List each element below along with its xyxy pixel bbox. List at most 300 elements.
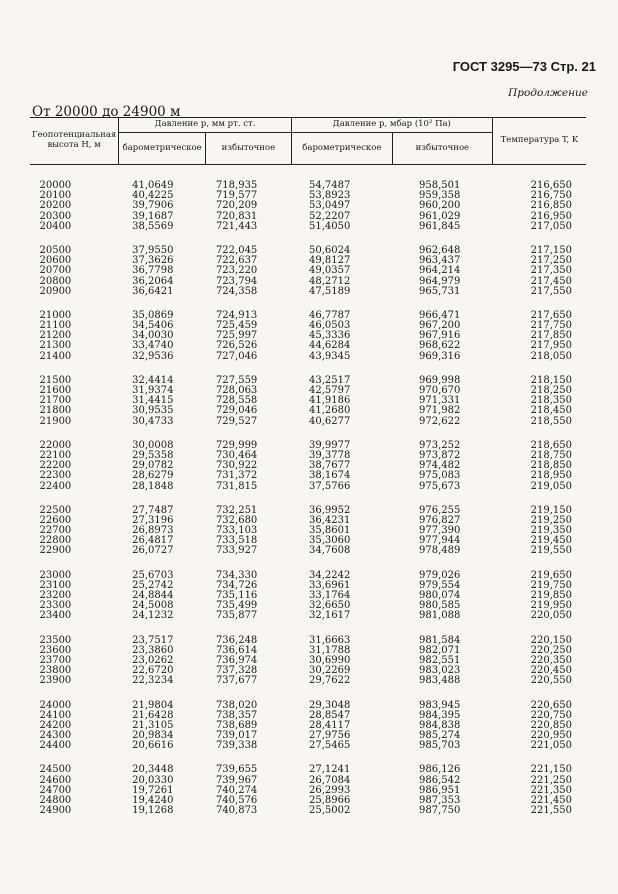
table-value: 39,7906: [132, 200, 174, 212]
table-value: 32,9536: [132, 350, 174, 362]
table-value: 219,950: [530, 600, 572, 612]
table-row-group: [30, 687, 586, 752]
table-value: 43,9345: [309, 350, 351, 362]
table-value: 28,1848: [132, 480, 174, 492]
table-value: 733,103: [215, 525, 258, 537]
mbar-excess-cell: [392, 492, 492, 557]
mmhg-baro-cell: [119, 165, 206, 232]
table-value: 219,050: [530, 480, 572, 492]
table-value: 735,499: [215, 600, 258, 612]
table-value: 734,726: [215, 579, 258, 591]
table-value: 723,220: [215, 265, 258, 277]
table-value: 35,0869: [132, 309, 174, 321]
table-value: 27,5465: [309, 740, 351, 752]
mmhg-baro-cell: [119, 232, 206, 297]
table-row-group: [30, 427, 586, 492]
table-value: 735,116: [215, 590, 258, 601]
table-row-group: [30, 751, 586, 816]
table-value: 21100: [39, 320, 72, 332]
table-value: 31,6663: [309, 634, 351, 646]
table-value: 216,750: [530, 190, 572, 202]
table-value: 216,650: [530, 180, 572, 191]
table-value: 219,850: [530, 590, 572, 601]
temperature-cell: [492, 492, 586, 557]
table-value: 218,350: [530, 395, 572, 407]
table-value: 25,6703: [132, 569, 174, 581]
table-value: 740,873: [215, 805, 258, 817]
table-value: 22,3234: [132, 675, 174, 687]
table-value: 25,5002: [309, 805, 351, 817]
table-value: 739,338: [215, 740, 258, 752]
temperature-cell: [492, 165, 586, 232]
table-value: 21500: [39, 374, 72, 386]
temperature-cell: [492, 232, 586, 297]
table-value: 961,845: [419, 220, 461, 232]
table-value: 41,9186: [309, 395, 351, 407]
table-value: 218,150: [530, 374, 572, 386]
col-mmhg-baro: барометрическое: [119, 133, 206, 165]
table-value: 21,3105: [132, 719, 174, 731]
table-value: 219,250: [530, 514, 572, 526]
table-value: 967,916: [419, 330, 461, 342]
table-value: 219,150: [530, 504, 572, 516]
table-value: 28,4117: [309, 719, 351, 731]
table-value: 221,450: [530, 795, 572, 806]
mbar-excess-cell: [392, 297, 492, 362]
table-value: 33,4740: [132, 340, 174, 352]
table-value: 24300: [39, 730, 72, 742]
mbar-baro-cell: [291, 297, 392, 362]
table-value: 725,459: [215, 320, 258, 332]
altitude-cell: [30, 232, 119, 297]
table-value: 971,331: [419, 395, 461, 407]
temperature-cell: [492, 622, 586, 687]
table-value: 39,9977: [309, 439, 351, 451]
table-value: 21600: [39, 385, 72, 396]
table-value: 20300: [39, 210, 72, 222]
col-temperature: Температура T, K: [492, 118, 586, 165]
mbar-excess-cell: [392, 427, 492, 492]
table-value: 27,7487: [132, 504, 174, 516]
table-value: 981,088: [419, 610, 461, 622]
table-value: 216,850: [530, 200, 572, 212]
table-value: 31,4415: [132, 395, 174, 407]
table-value: 980,585: [419, 600, 461, 612]
table-value: 24,5008: [132, 600, 174, 612]
table-value: 983,945: [419, 699, 461, 711]
table-value: 739,655: [215, 764, 258, 776]
table-value: 22800: [39, 535, 72, 547]
table-value: 220,150: [530, 634, 572, 646]
table-value: 25,2742: [132, 579, 174, 591]
table-value: 31,9374: [132, 385, 174, 396]
table-value: 728,558: [215, 395, 258, 407]
table-value: 217,050: [530, 220, 572, 232]
table-value: 25,8966: [309, 795, 351, 806]
table-value: 24800: [39, 795, 72, 806]
table-value: 978,489: [419, 545, 461, 557]
table-value: 24600: [39, 774, 72, 786]
table-value: 736,614: [215, 644, 258, 656]
table-value: 219,650: [530, 569, 572, 581]
table-value: 34,7608: [309, 545, 351, 557]
altitude-cell: [30, 751, 119, 816]
table-value: 221,550: [530, 805, 572, 817]
table-value: 740,576: [215, 795, 258, 806]
table-value: 219,550: [530, 545, 572, 557]
table-value: 53,8923: [309, 190, 351, 202]
table-value: 20700: [39, 265, 72, 277]
table-value: 26,0727: [132, 545, 174, 557]
table-value: 987,353: [419, 795, 461, 806]
table-value: 22700: [39, 525, 72, 537]
temperature-cell: [492, 427, 586, 492]
table-value: 21400: [39, 350, 72, 362]
table-value: 21300: [39, 340, 72, 352]
table-value: 24000: [39, 699, 72, 711]
table-value: 20000: [39, 180, 72, 191]
table-value: 724,913: [215, 309, 258, 321]
table-value: 982,551: [419, 654, 461, 666]
table-value: 727,046: [215, 350, 258, 362]
table-value: 36,9952: [309, 504, 351, 516]
table-value: 36,2064: [132, 275, 174, 287]
table-value: 24200: [39, 719, 72, 731]
mmhg-baro-cell: [119, 622, 206, 687]
table-value: 24100: [39, 709, 72, 721]
atmosphere-table: [30, 117, 586, 816]
table-value: 23,7517: [132, 634, 174, 646]
table-value: 961,029: [419, 210, 461, 222]
table-value: 984,838: [419, 719, 461, 731]
table-value: 54,7487: [309, 180, 351, 191]
table-value: 26,2993: [309, 784, 351, 796]
table-value: 23300: [39, 600, 72, 612]
table-value: 986,951: [419, 784, 461, 796]
table-value: 736,248: [215, 634, 258, 646]
table-value: 21700: [39, 395, 72, 407]
mmhg-excess-cell: [205, 751, 291, 816]
mbar-baro-cell: [291, 751, 392, 816]
table-value: 35,3060: [309, 535, 351, 547]
altitude-cell: [30, 557, 119, 622]
table-value: 23000: [39, 569, 72, 581]
table-value: 34,0030: [132, 330, 174, 342]
col-pressure-mmhg: Давление p, мм рт. ст.: [119, 118, 292, 133]
table-value: 41,2680: [309, 405, 351, 417]
table-value: 973,252: [419, 439, 461, 451]
mbar-excess-cell: [392, 362, 492, 427]
table-value: 981,584: [419, 634, 461, 646]
table-value: 216,950: [530, 210, 572, 222]
table-value: 19,7261: [132, 784, 174, 796]
temperature-cell: [492, 362, 586, 427]
table-value: 220,450: [530, 665, 572, 677]
table-value: 30,2269: [309, 665, 351, 677]
mbar-baro-cell: [291, 427, 392, 492]
table-value: 986,542: [419, 774, 461, 786]
table-value: 23600: [39, 644, 72, 656]
table-value: 49,0357: [309, 265, 351, 277]
table-value: 23900: [39, 675, 72, 687]
table-value: 974,482: [419, 460, 461, 472]
table-value: 20400: [39, 220, 72, 232]
table-row-group: [30, 362, 586, 427]
table-value: 986,126: [419, 764, 461, 776]
table-value: 27,1241: [309, 764, 351, 776]
mmhg-excess-cell: [205, 232, 291, 297]
mmhg-excess-cell: [205, 165, 291, 232]
table-value: 730,464: [215, 449, 258, 461]
table-value: 965,731: [419, 285, 461, 297]
table-value: 731,815: [215, 480, 258, 492]
temperature-cell: [492, 297, 586, 362]
table-value: 218,250: [530, 385, 572, 396]
table-value: 737,677: [215, 675, 258, 687]
table-value: 21800: [39, 405, 72, 417]
mmhg-excess-cell: [205, 557, 291, 622]
table-value: 34,5406: [132, 320, 174, 332]
table-value: 23100: [39, 579, 72, 591]
mmhg-baro-cell: [119, 557, 206, 622]
table-value: 29,5358: [132, 449, 174, 461]
table-value: 43,2517: [309, 374, 351, 386]
table-value: 962,648: [419, 244, 461, 256]
table-value: 977,944: [419, 535, 461, 547]
mbar-baro-cell: [291, 362, 392, 427]
table-value: 32,4414: [132, 374, 174, 386]
table-value: 20800: [39, 275, 72, 287]
table-value: 960,200: [419, 200, 461, 212]
table-value: 735,877: [215, 610, 258, 622]
temperature-cell: [492, 751, 586, 816]
table-value: 22400: [39, 480, 72, 492]
table-value: 32,1617: [309, 610, 351, 622]
table-value: 219,350: [530, 525, 572, 537]
mmhg-excess-cell: [205, 687, 291, 752]
table-value: 730,922: [215, 460, 258, 472]
temperature-cell: [492, 557, 586, 622]
table-value: 30,6990: [309, 654, 351, 666]
table-value: 959,358: [419, 190, 461, 202]
table-value: 36,6421: [132, 285, 174, 297]
table-value: 731,372: [215, 470, 258, 482]
table-value: 964,214: [419, 265, 461, 277]
table-value: 220,750: [530, 709, 572, 721]
col-mmhg-excess: избыточное: [205, 133, 291, 165]
table-value: 734,330: [215, 569, 258, 581]
mmhg-baro-cell: [119, 362, 206, 427]
table-value: 23400: [39, 610, 72, 622]
table-value: 23,0262: [132, 654, 174, 666]
table-value: 718,935: [215, 180, 258, 191]
table-value: 983,023: [419, 665, 461, 677]
table-value: 22900: [39, 545, 72, 557]
table-value: 723,794: [215, 275, 258, 287]
table-value: 40,4225: [132, 190, 174, 202]
table-value: 725,997: [215, 330, 258, 342]
table-value: 982,071: [419, 644, 461, 656]
altitude-cell: [30, 492, 119, 557]
table-value: 22000: [39, 439, 72, 451]
table-value: 972,622: [419, 415, 461, 427]
table-value: 31,1788: [309, 644, 351, 656]
table-value: 39,1687: [132, 210, 174, 222]
table-value: 22300: [39, 470, 72, 482]
table-value: 220,950: [530, 730, 572, 742]
table-body: [30, 165, 586, 817]
mmhg-baro-cell: [119, 687, 206, 752]
mbar-baro-cell: [291, 492, 392, 557]
table-value: 35,8601: [309, 525, 351, 537]
altitude-cell: [30, 165, 119, 232]
table-value: 976,827: [419, 514, 461, 526]
table-value: 22200: [39, 460, 72, 472]
continuation-label: Продолжение: [508, 87, 588, 99]
table-value: 722,637: [215, 255, 258, 267]
table-value: 975,673: [419, 480, 461, 492]
table-value: 20500: [39, 244, 72, 256]
table-value: 721,443: [215, 220, 258, 232]
table-value: 987,750: [419, 805, 461, 817]
table-value: 218,950: [530, 470, 572, 482]
table-value: 38,1674: [309, 470, 351, 482]
table-value: 217,950: [530, 340, 572, 352]
table-row-group: [30, 297, 586, 362]
table-value: 218,750: [530, 449, 572, 461]
table-value: 20100: [39, 190, 72, 202]
table-value: 52,2207: [309, 210, 351, 222]
table-value: 217,850: [530, 330, 572, 342]
table-value: 964,979: [419, 275, 461, 287]
mbar-excess-cell: [392, 232, 492, 297]
table-value: 220,250: [530, 644, 572, 656]
table-value: 21000: [39, 309, 72, 321]
table-value: 221,350: [530, 784, 572, 796]
table-value: 733,927: [215, 545, 258, 557]
table-value: 20,9834: [132, 730, 174, 742]
table-value: 38,5569: [132, 220, 174, 232]
table-value: 218,850: [530, 460, 572, 472]
table-value: 220,850: [530, 719, 572, 731]
table-value: 738,689: [215, 719, 258, 731]
table-row-group: [30, 232, 586, 297]
table-value: 23700: [39, 654, 72, 666]
table-value: 29,7622: [309, 675, 351, 687]
table-value: 21900: [39, 415, 72, 427]
table-value: 726,526: [215, 340, 258, 352]
table-value: 738,357: [215, 709, 258, 721]
page-header: ГОСТ 3295—73 Стр. 21: [452, 59, 596, 74]
table-value: 29,0782: [132, 460, 174, 472]
table-value: 47,5189: [309, 285, 351, 297]
table-value: 30,4733: [132, 415, 174, 427]
mmhg-excess-cell: [205, 427, 291, 492]
table-value: 48,2712: [309, 275, 351, 287]
table-value: 26,8973: [132, 525, 174, 537]
table-value: 218,550: [530, 415, 572, 427]
mmhg-baro-cell: [119, 297, 206, 362]
table-value: 727,559: [215, 374, 258, 386]
table-value: 20200: [39, 200, 72, 212]
table-value: 966,471: [419, 309, 461, 321]
table-value: 21,6428: [132, 709, 174, 721]
table-value: 985,703: [419, 740, 461, 752]
mbar-excess-cell: [392, 557, 492, 622]
table-value: 724,358: [215, 285, 258, 297]
table-value: 36,7798: [132, 265, 174, 277]
table-value: 217,450: [530, 275, 572, 287]
table-value: 219,750: [530, 579, 572, 591]
table-value: 46,0503: [309, 320, 351, 332]
table-value: 732,251: [215, 504, 258, 516]
table-value: 26,4817: [132, 535, 174, 547]
table-value: 41,0649: [132, 180, 174, 191]
table-value: 740,274: [215, 784, 258, 796]
mbar-baro-cell: [291, 232, 392, 297]
table-value: 217,650: [530, 309, 572, 321]
table-value: 738,020: [215, 699, 258, 711]
table-value: 36,4231: [309, 514, 351, 526]
table-value: 220,550: [530, 675, 572, 687]
table-value: 22100: [39, 449, 72, 461]
table-value: 217,350: [530, 265, 572, 277]
table-value: 42,5797: [309, 385, 351, 396]
table-value: 24500: [39, 764, 72, 776]
altitude-cell: [30, 687, 119, 752]
table-value: 20600: [39, 255, 72, 267]
table-value: 976,255: [419, 504, 461, 516]
range-title: От 20000 до 24900 м: [32, 104, 181, 120]
table-value: 19,4240: [132, 795, 174, 806]
table-value: 973,872: [419, 449, 461, 461]
table-value: 20900: [39, 285, 72, 297]
table-value: 24,8844: [132, 590, 174, 601]
altitude-cell: [30, 362, 119, 427]
table-value: 220,350: [530, 654, 572, 666]
col-pressure-mbar: Давление p, мбар (10² Па): [291, 118, 492, 133]
mmhg-excess-cell: [205, 362, 291, 427]
table-value: 20,3448: [132, 764, 174, 776]
table-value: 733,518: [215, 535, 258, 547]
table-value: 20,6616: [132, 740, 174, 752]
table-value: 22500: [39, 504, 72, 516]
table-value: 722,045: [215, 244, 258, 256]
table-value: 737,328: [215, 665, 258, 677]
table-value: 969,316: [419, 350, 461, 362]
table-row-group: [30, 492, 586, 557]
mmhg-excess-cell: [205, 492, 291, 557]
table-value: 971,982: [419, 405, 461, 417]
mmhg-baro-cell: [119, 427, 206, 492]
altitude-cell: [30, 297, 119, 362]
mbar-baro-cell: [291, 557, 392, 622]
table-value: 19,1268: [132, 805, 174, 817]
table-value: 977,390: [419, 525, 461, 537]
table-value: 736,974: [215, 654, 258, 666]
table-value: 221,250: [530, 774, 572, 786]
table-value: 37,3626: [132, 255, 174, 267]
table-value: 21200: [39, 330, 72, 342]
table-value: 984,395: [419, 709, 461, 721]
mmhg-excess-cell: [205, 297, 291, 362]
table-value: 46,7787: [309, 309, 351, 321]
col-mbar-baro: барометрическое: [291, 133, 392, 165]
table-value: 29,3048: [309, 699, 351, 711]
mmhg-baro-cell: [119, 751, 206, 816]
table-value: 217,250: [530, 255, 572, 267]
table-value: 20,0330: [132, 774, 174, 786]
